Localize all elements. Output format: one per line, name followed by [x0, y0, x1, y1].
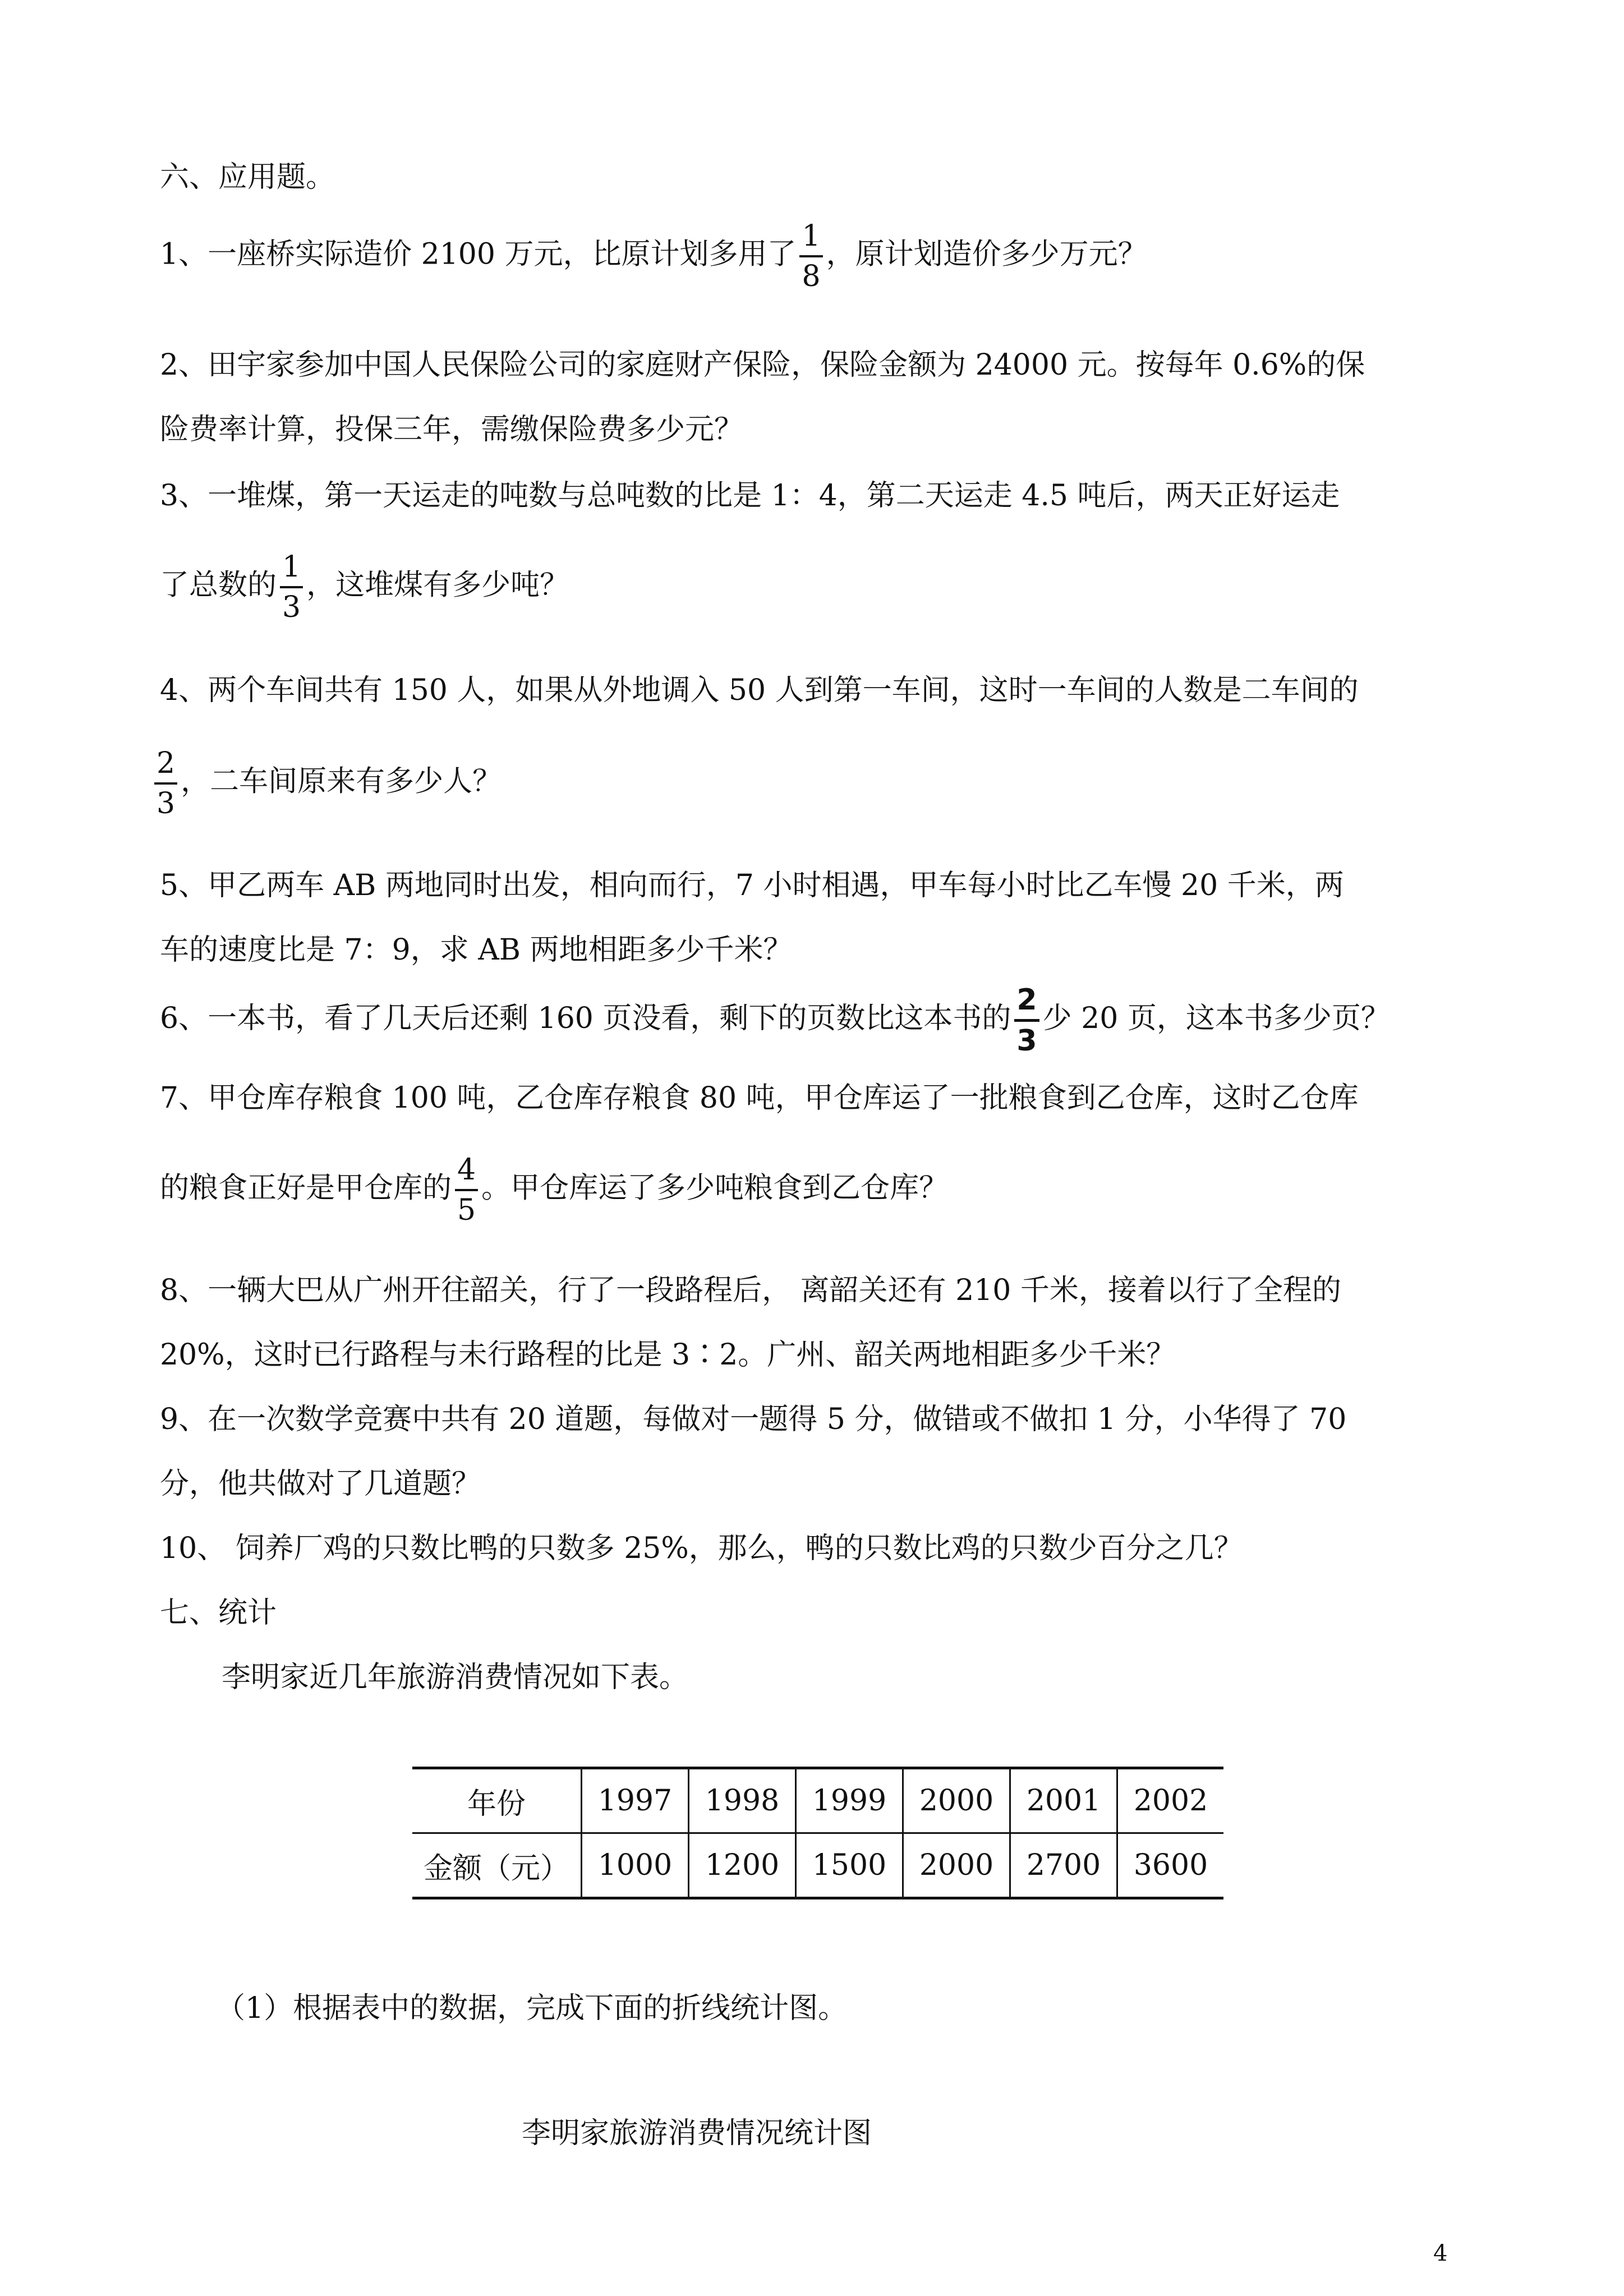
statistics-intro: 李明家近几年旅游消费情况如下表。	[222, 1661, 689, 1694]
question-9-line-2: 分，他共做对了几道题？	[160, 1467, 481, 1501]
fraction-numerator: 1	[280, 552, 303, 588]
question-4-line-1: 4、两个车间共有 150 人，如果从外地调入 50 人到第一车间，这时一车间的人数是二车间的	[160, 674, 1359, 707]
fraction	[154, 746, 177, 820]
fraction	[1014, 983, 1039, 1058]
fraction	[799, 219, 822, 293]
question-8-line-1: 8、一辆大巴从广州开往韶关，行了一段路程后， 离韶关还有 210 千米，接着以行了全程的	[160, 1274, 1341, 1307]
table-row	[412, 1833, 1223, 1898]
question-10: 10、 饲养厂鸡的只数比鸭的只数多 25%，那么，鸭的只数比鸡的只数少百分之几？	[160, 1532, 1243, 1565]
question-5-line-1: 5、甲乙两车 AB 两地同时出发，相向而行，7 小时相遇，甲车每小时比乙车慢 20 千米，两	[160, 869, 1344, 902]
table-cell: 2001	[1010, 1768, 1117, 1833]
question-1	[160, 219, 1147, 293]
question-4-line-2	[154, 746, 502, 820]
table-cell: 1998	[689, 1768, 796, 1833]
question-3-text-b: ，这堆煤有多少吨？	[306, 568, 569, 602]
table-cell: 1000	[582, 1833, 689, 1898]
question-1-text-a: 1、一座桥实际造价 2100 万元，比原计划多用了	[160, 237, 797, 271]
question-7-line-1: 7、甲仓库存粮食 100 吨，乙仓库存粮食 80 吨，甲仓库运了一批粮食到乙仓库，这时乙仓库	[160, 1081, 1359, 1115]
sub-question-1: （1）根据表中的数据，完成下面的折线统计图。	[216, 1991, 848, 2025]
question-8-line-2: 20%，这时已行路程与未行路程的比是 3∶2。广州、韶关两地相距多少千米？	[160, 1338, 1176, 1372]
section-heading-applications: 六、应用题。	[160, 160, 335, 194]
fraction-denominator: 3	[1016, 1024, 1037, 1058]
section-heading-statistics: 七、统计	[160, 1596, 277, 1630]
question-1-text-b: ，原计划造价多少万元？	[826, 237, 1147, 271]
chart-title: 李明家旅游消费情况统计图	[522, 2117, 872, 2150]
fraction-numerator: 2	[154, 749, 177, 785]
question-9-line-1: 9、在一次数学竞赛中共有 20 道题，每做对一题得 5 分，做错或不做扣 1 分，小华得了 70	[160, 1403, 1347, 1436]
table-cell: 2002	[1117, 1768, 1224, 1833]
fraction-denominator: 5	[457, 1193, 476, 1227]
question-6-text-a: 6、一本书，看了几天后还剩 160 页没看，剩下的页数比这本书的	[160, 1002, 1011, 1035]
table-row	[412, 1768, 1223, 1833]
table-row-header: 金额（元）	[412, 1833, 582, 1898]
question-4-text-b: ，二车间原来有多少人？	[181, 764, 502, 799]
table-cell: 1200	[689, 1833, 796, 1898]
travel-expense-table	[412, 1767, 1223, 1899]
table-cell: 1997	[582, 1768, 689, 1833]
fraction-denominator: 8	[802, 260, 821, 293]
fraction-denominator: 3	[282, 591, 301, 624]
question-3-line-2	[160, 552, 569, 622]
fraction-numerator: 4	[455, 1155, 478, 1191]
question-7-text-a: 的粮食正好是甲仓库的	[160, 1171, 452, 1205]
question-5-line-2: 车的速度比是 7：9，求 AB 两地相距多少千米？	[160, 933, 793, 967]
question-7-text-b: 。甲仓库运了多少吨粮食到乙仓库？	[481, 1171, 949, 1205]
table-cell: 2000	[903, 1833, 1010, 1898]
question-3-line-1: 3、一堆煤，第一天运走的吨数与总吨数的比是 1：4，第二天运走 4.5 吨后，两天正好运走	[160, 479, 1340, 513]
fraction-numerator: 1	[799, 222, 822, 257]
table-cell: 2700	[1010, 1833, 1117, 1898]
fraction	[455, 1155, 478, 1225]
question-2-line-1: 2、田宇家参加中国人民保险公司的家庭财产保险，保险金额为 24000 元。按每年 0.6%的保	[160, 348, 1365, 382]
question-3-text-a: 了总数的	[160, 568, 277, 602]
table-row-header: 年份	[412, 1768, 582, 1833]
table-cell: 1500	[796, 1833, 903, 1898]
table-cell: 3600	[1133, 1848, 1208, 1882]
table-cell: 2000	[903, 1768, 1010, 1833]
page-number: 4	[1433, 2240, 1448, 2266]
question-7-line-2	[160, 1155, 948, 1225]
question-6-text-b: 少 20 页，这本书多少页？	[1042, 1002, 1390, 1035]
fraction	[280, 552, 303, 622]
fraction-numerator: 2	[1014, 985, 1039, 1022]
question-2-line-2: 险费率计算，投保三年，需缴保险费多少元？	[160, 413, 744, 446]
fraction-denominator: 3	[157, 787, 176, 820]
table-cell: 1999	[796, 1768, 903, 1833]
question-6	[160, 983, 1390, 1058]
